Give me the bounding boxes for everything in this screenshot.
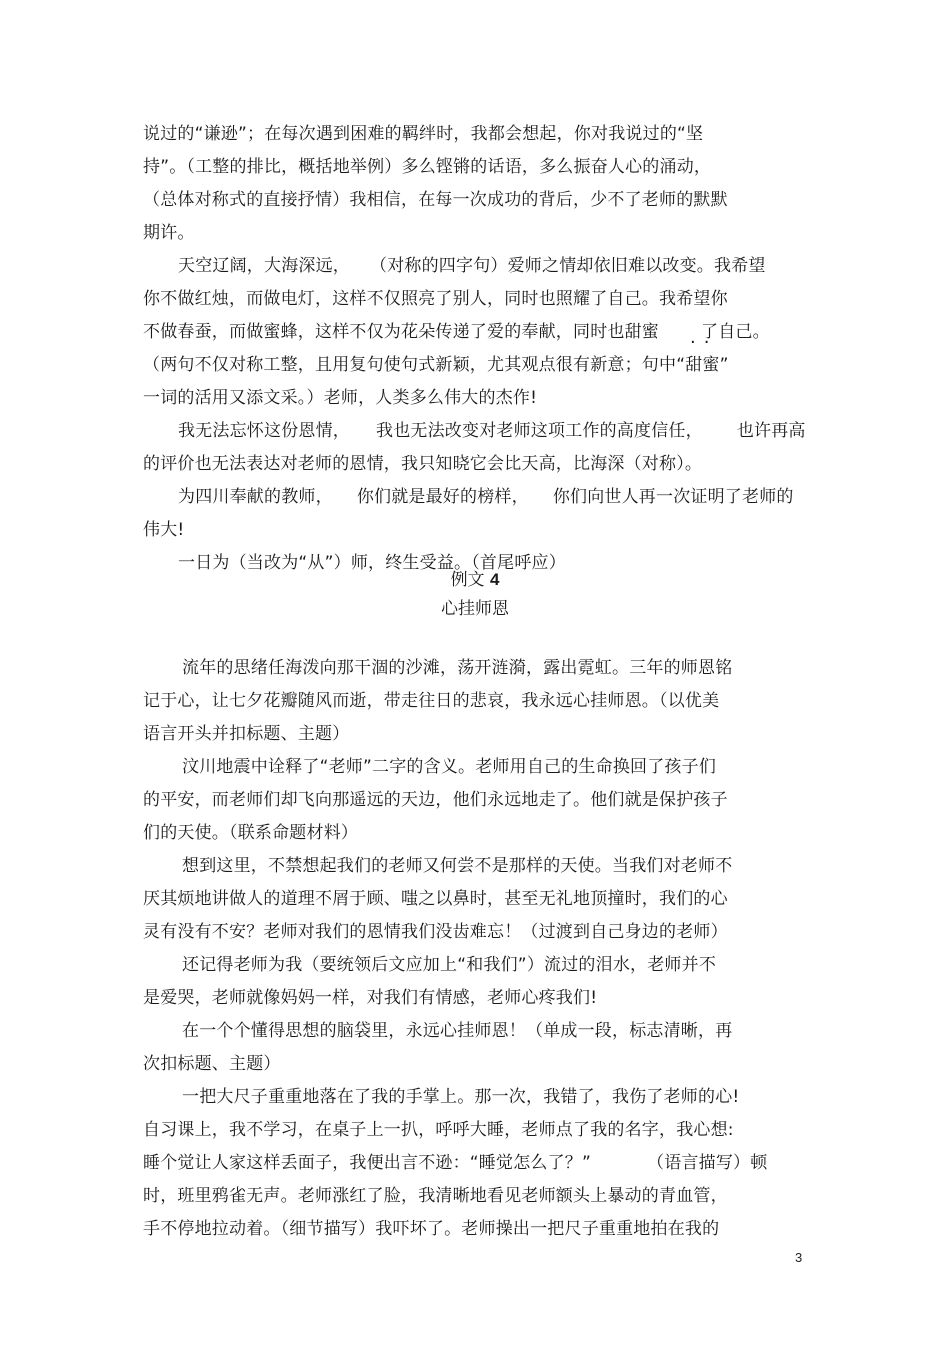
text-line: 厌其烦地讲做人的道理不屑于顾、嗤之以鼻时，甚至无礼地顶撞时，我们的心	[143, 889, 728, 909]
text-line: （总体对称式的直接抒情）我相信，在每一次成功的背后，少不了老师的默默	[143, 190, 728, 210]
text-line: 的平安，而老师们却飞向那遥远的天边，他们永远地走了。他们就是保护孩子	[143, 790, 728, 810]
text-line: 记于心，让七夕花瓣随风而逝，带走往日的悲哀，我永远心挂师恩。（以优美	[143, 691, 720, 711]
text-line: 语言开头并扣标题、主题）	[143, 724, 350, 744]
emphasis-dots: ··	[690, 332, 718, 353]
text-line	[143, 1151, 767, 1175]
page-number: 3	[795, 1250, 803, 1265]
text-line: 的评价也无法表达对老师的恩情，我只知晓它会比天高，比海深（对称）。	[143, 454, 703, 474]
text-line: 时，班里鸦雀无声。老师涨红了脸，我清晰地看见老师额头上暴动的青血管，	[143, 1186, 728, 1206]
text-line: 手不停地拉动着。（细节描写）我吓坏了。老师操出一把尺子重重地拍在我的	[143, 1219, 720, 1239]
text-line	[178, 485, 794, 509]
text-line	[178, 419, 806, 443]
text-segment: 了自己。	[701, 322, 770, 342]
text-segment: 我无法忘怀这份恩情，	[178, 421, 350, 441]
text-line: 还记得老师为我（要统领后文应加上“和我们”）流过的泪水，老师并不	[182, 955, 717, 975]
text-line: 灵有没有不安？老师对我们的恩情我们没齿难忘！（过渡到自己身边的老师）	[143, 922, 728, 942]
example-label: 例文	[450, 570, 485, 590]
text-line: 说过的“谦逊”；在每次遇到困难的羁绊时，我都会想起，你对我说过的“坚	[143, 124, 704, 144]
text-line: 流年的思绪任海泼向那干涸的沙滩，荡开涟漪，露出霓虹。三年的师恩铭	[182, 658, 733, 678]
text-segment: （语言描写）顿	[647, 1153, 768, 1173]
text-line: 在一个个懂得思想的脑袋里，永远心挂师恩！（单成一段，标志清晰，再	[182, 1021, 733, 1041]
text-line: 想到这里，不禁想起我们的老师又何尝不是那样的天使。当我们对老师不	[182, 856, 733, 876]
text-segment: 天空辽阔，大海深远，	[178, 256, 350, 276]
text-line: 一词的活用又添文采。）老师，人类多么伟大的杰作!	[143, 388, 538, 408]
text-segment: 你们就是最好的榜样，	[356, 487, 529, 507]
example-heading	[0, 568, 950, 592]
text-line: 一日为（当改为“从”）师，终生受益。（首尾呼应）	[178, 553, 566, 573]
text-line: 伟大!	[143, 520, 185, 540]
text-line: 们的天使。（联系命题材料）	[143, 823, 359, 843]
text-segment: 我也无法改变对老师这项工作的高度信任，	[376, 421, 703, 441]
example-number: 4	[489, 570, 500, 589]
text-line: 自习课上，我不学习，在桌子上一扒，呼呼大睡，老师点了我的名字，我心想:	[143, 1120, 734, 1140]
text-segment: 也许再高	[736, 421, 806, 441]
text-segment: 为四川奉献的教师，	[178, 487, 333, 507]
text-segment: 你们向世人再一次证明了老师的	[552, 487, 794, 507]
text-line: 是爱哭，老师就像妈妈一样，对我们有情感，老师心疼我们!	[143, 988, 598, 1008]
text-line: （两句不仅对称工整，且用复句使句式新颖，尤其观点很有新意；句中“甜蜜”	[143, 355, 729, 375]
text-line: 期许。	[143, 223, 195, 243]
text-segment: 不做春蚕，而做蜜蜂，这样不仅为花朵传递了爱的奉献，同时也甜蜜	[143, 322, 659, 342]
text-line: 次扣标题、主题）	[143, 1054, 281, 1074]
text-line	[143, 320, 770, 344]
text-line	[178, 254, 766, 278]
text-line: 一把大尺子重重地落在了我的手掌上。那一次，我错了，我伤了老师的心!	[182, 1087, 740, 1107]
text-segment: （对称的四字句）爱师之情却依旧难以改变。我希望	[370, 256, 766, 276]
text-line: 你不做红烛，而做电灯，这样不仅照亮了别人，同时也照耀了自己。我希望你	[143, 289, 728, 309]
text-line: 持”。（工整的排比，概括地举例）多么铿锵的话语，多么振奋人心的涌动，	[143, 157, 712, 177]
text-line: 汶川地震中诠释了“老师”二字的含义。老师用自己的生命换回了孩子们	[182, 757, 717, 777]
text-segment: 睡个觉让人家这样丢面子，我便出言不逊：“睡觉怎么了？”	[143, 1153, 592, 1173]
essay-title: 心挂师恩	[441, 599, 509, 619]
